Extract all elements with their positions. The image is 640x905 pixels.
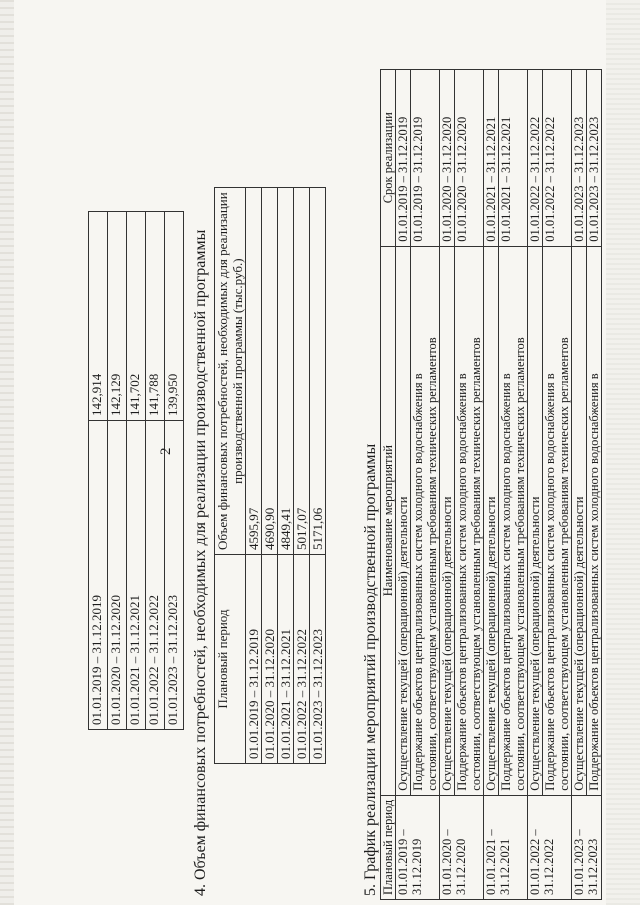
table-water-volume-tail bbox=[88, 211, 184, 730]
period-cell: 01.01.2023 – 31.12.2023 bbox=[572, 795, 602, 899]
table-row: 01.01.2023 – 31.12.2023 Осуществление текущей (операционной) деятельности 01.01.2023 – 31.12.2023 bbox=[572, 69, 587, 899]
activity-maintenance: Поддержание объектов централизованных систем холодного водоснабжения в состоянии, соответствующем установленным требованиям технических регламентов bbox=[499, 246, 528, 795]
table-row: Поддержание объектов централизованных систем холодного водоснабжения в состоянии, соответствующем установленным требованиям технических регламентов 01.01.2022 – 31.12.2022 bbox=[543, 69, 572, 899]
period-cell: 01.01.2020 – 31.12.2020 bbox=[440, 795, 484, 899]
table-row: 01.01.2022 – 31.12.2022 5017,07 bbox=[294, 188, 310, 764]
page-number: 2 bbox=[158, 447, 174, 455]
table-financial-needs bbox=[214, 187, 326, 764]
table-row: 01.01.2020 – 31.12.2020 Осуществление текущей (операционной) деятельности 01.01.2020 – 31.12.2020 bbox=[440, 69, 455, 899]
period-cell: 01.01.2022 – 31.12.2022 bbox=[528, 795, 572, 899]
table-row: 01.01.2022 – 31.12.2022 141,788 bbox=[146, 212, 165, 730]
activity-maintenance: Поддержание объектов централизованных систем холодного водоснабжения в состоянии, соответствующем установленным требованиям технических регламентов bbox=[411, 246, 440, 795]
rotated-content bbox=[80, 20, 620, 900]
section5-title: 5. График реализации мероприятий производственной программы bbox=[362, 443, 379, 896]
table-row: 01.01.2020 – 31.12.2020 142,129 bbox=[108, 212, 127, 730]
header-name: Наименование мероприятий bbox=[381, 246, 396, 795]
table-row: 01.01.2023 – 31.12.2023 5171,06 bbox=[310, 188, 326, 764]
table-row: 01.01.2019 – 31.12.2019 4595,97 bbox=[246, 188, 262, 764]
table-row: 01.01.2022 – 31.12.2022 Осуществление текущей (операционной) деятельности 01.01.2022 – 31.12.2022 bbox=[528, 69, 543, 899]
table-row: Поддержание объектов централизованных систем холодного водоснабжения в состоянии, соответствующем установленным требованиям технических регламентов 01.01.2021 – 31.12.2021 bbox=[499, 69, 528, 899]
table-row: 01.01.2019 – 31.12.2019 142,914 bbox=[89, 212, 108, 730]
activity-maintenance: Поддержание объектов централизованных систем холодного водоснабжения в bbox=[587, 246, 602, 795]
header-value: Объем финансовых потребностей, необходимых для реализации производственной программы (тыс.руб.) bbox=[215, 188, 246, 555]
table-row: Поддержание объектов централизованных систем холодного водоснабжения в состоянии, соответствующем установленным требованиям технических регламентов 01.01.2019 – 31.12.2019 bbox=[411, 69, 440, 899]
table-row: 01.01.2023 – 31.12.2023 139,950 bbox=[165, 212, 184, 730]
table-header-row bbox=[215, 188, 246, 764]
period-cell: 01.01.2021 – 31.12.2021 bbox=[484, 795, 528, 899]
table-row: 01.01.2021 – 31.12.2021 4849,41 bbox=[278, 188, 294, 764]
table-row: Поддержание объектов централизованных систем холодного водоснабжения в состоянии, соответствующем установленным требованиям технических регламентов 01.01.2020 – 31.12.2020 bbox=[455, 69, 484, 899]
header-term: Срок реализации bbox=[381, 69, 396, 246]
section4-title: 4. Объем финансовых потребностей, необходимых для реализации производственной программы bbox=[192, 229, 209, 896]
table-schedule bbox=[380, 69, 602, 900]
table-header-row bbox=[381, 69, 396, 899]
table-row: Поддержание объектов централизованных систем холодного водоснабжения в 01.01.2023 – 31.12.2023 bbox=[587, 69, 602, 899]
header-period: Плановый период bbox=[215, 555, 246, 764]
scan-edge-left bbox=[0, 0, 14, 905]
table-row: 01.01.2019 – 31.12.2019 Осуществление текущей (операционной) деятельности 01.01.2019 – 31.12.2019 bbox=[396, 69, 411, 899]
header-period: Плановый период bbox=[381, 795, 396, 899]
activity-maintenance: Поддержание объектов централизованных систем холодного водоснабжения в состоянии, соответствующем установленным требованиям технических регламентов bbox=[543, 246, 572, 795]
period-cell: 01.01.2019 – 31.12.2019 bbox=[396, 795, 440, 899]
activity-maintenance: Поддержание объектов централизованных систем холодного водоснабжения в состоянии, соответствующем установленным требованиям технических регламентов bbox=[455, 246, 484, 795]
table-row: 01.01.2020 – 31.12.2020 4690,90 bbox=[262, 188, 278, 764]
table-row: 01.01.2021 – 31.12.2021 Осуществление текущей (операционной) деятельности 01.01.2021 – 31.12.2021 bbox=[484, 69, 499, 899]
table-row: 01.01.2021 – 31.12.2021 141,702 bbox=[127, 212, 146, 730]
